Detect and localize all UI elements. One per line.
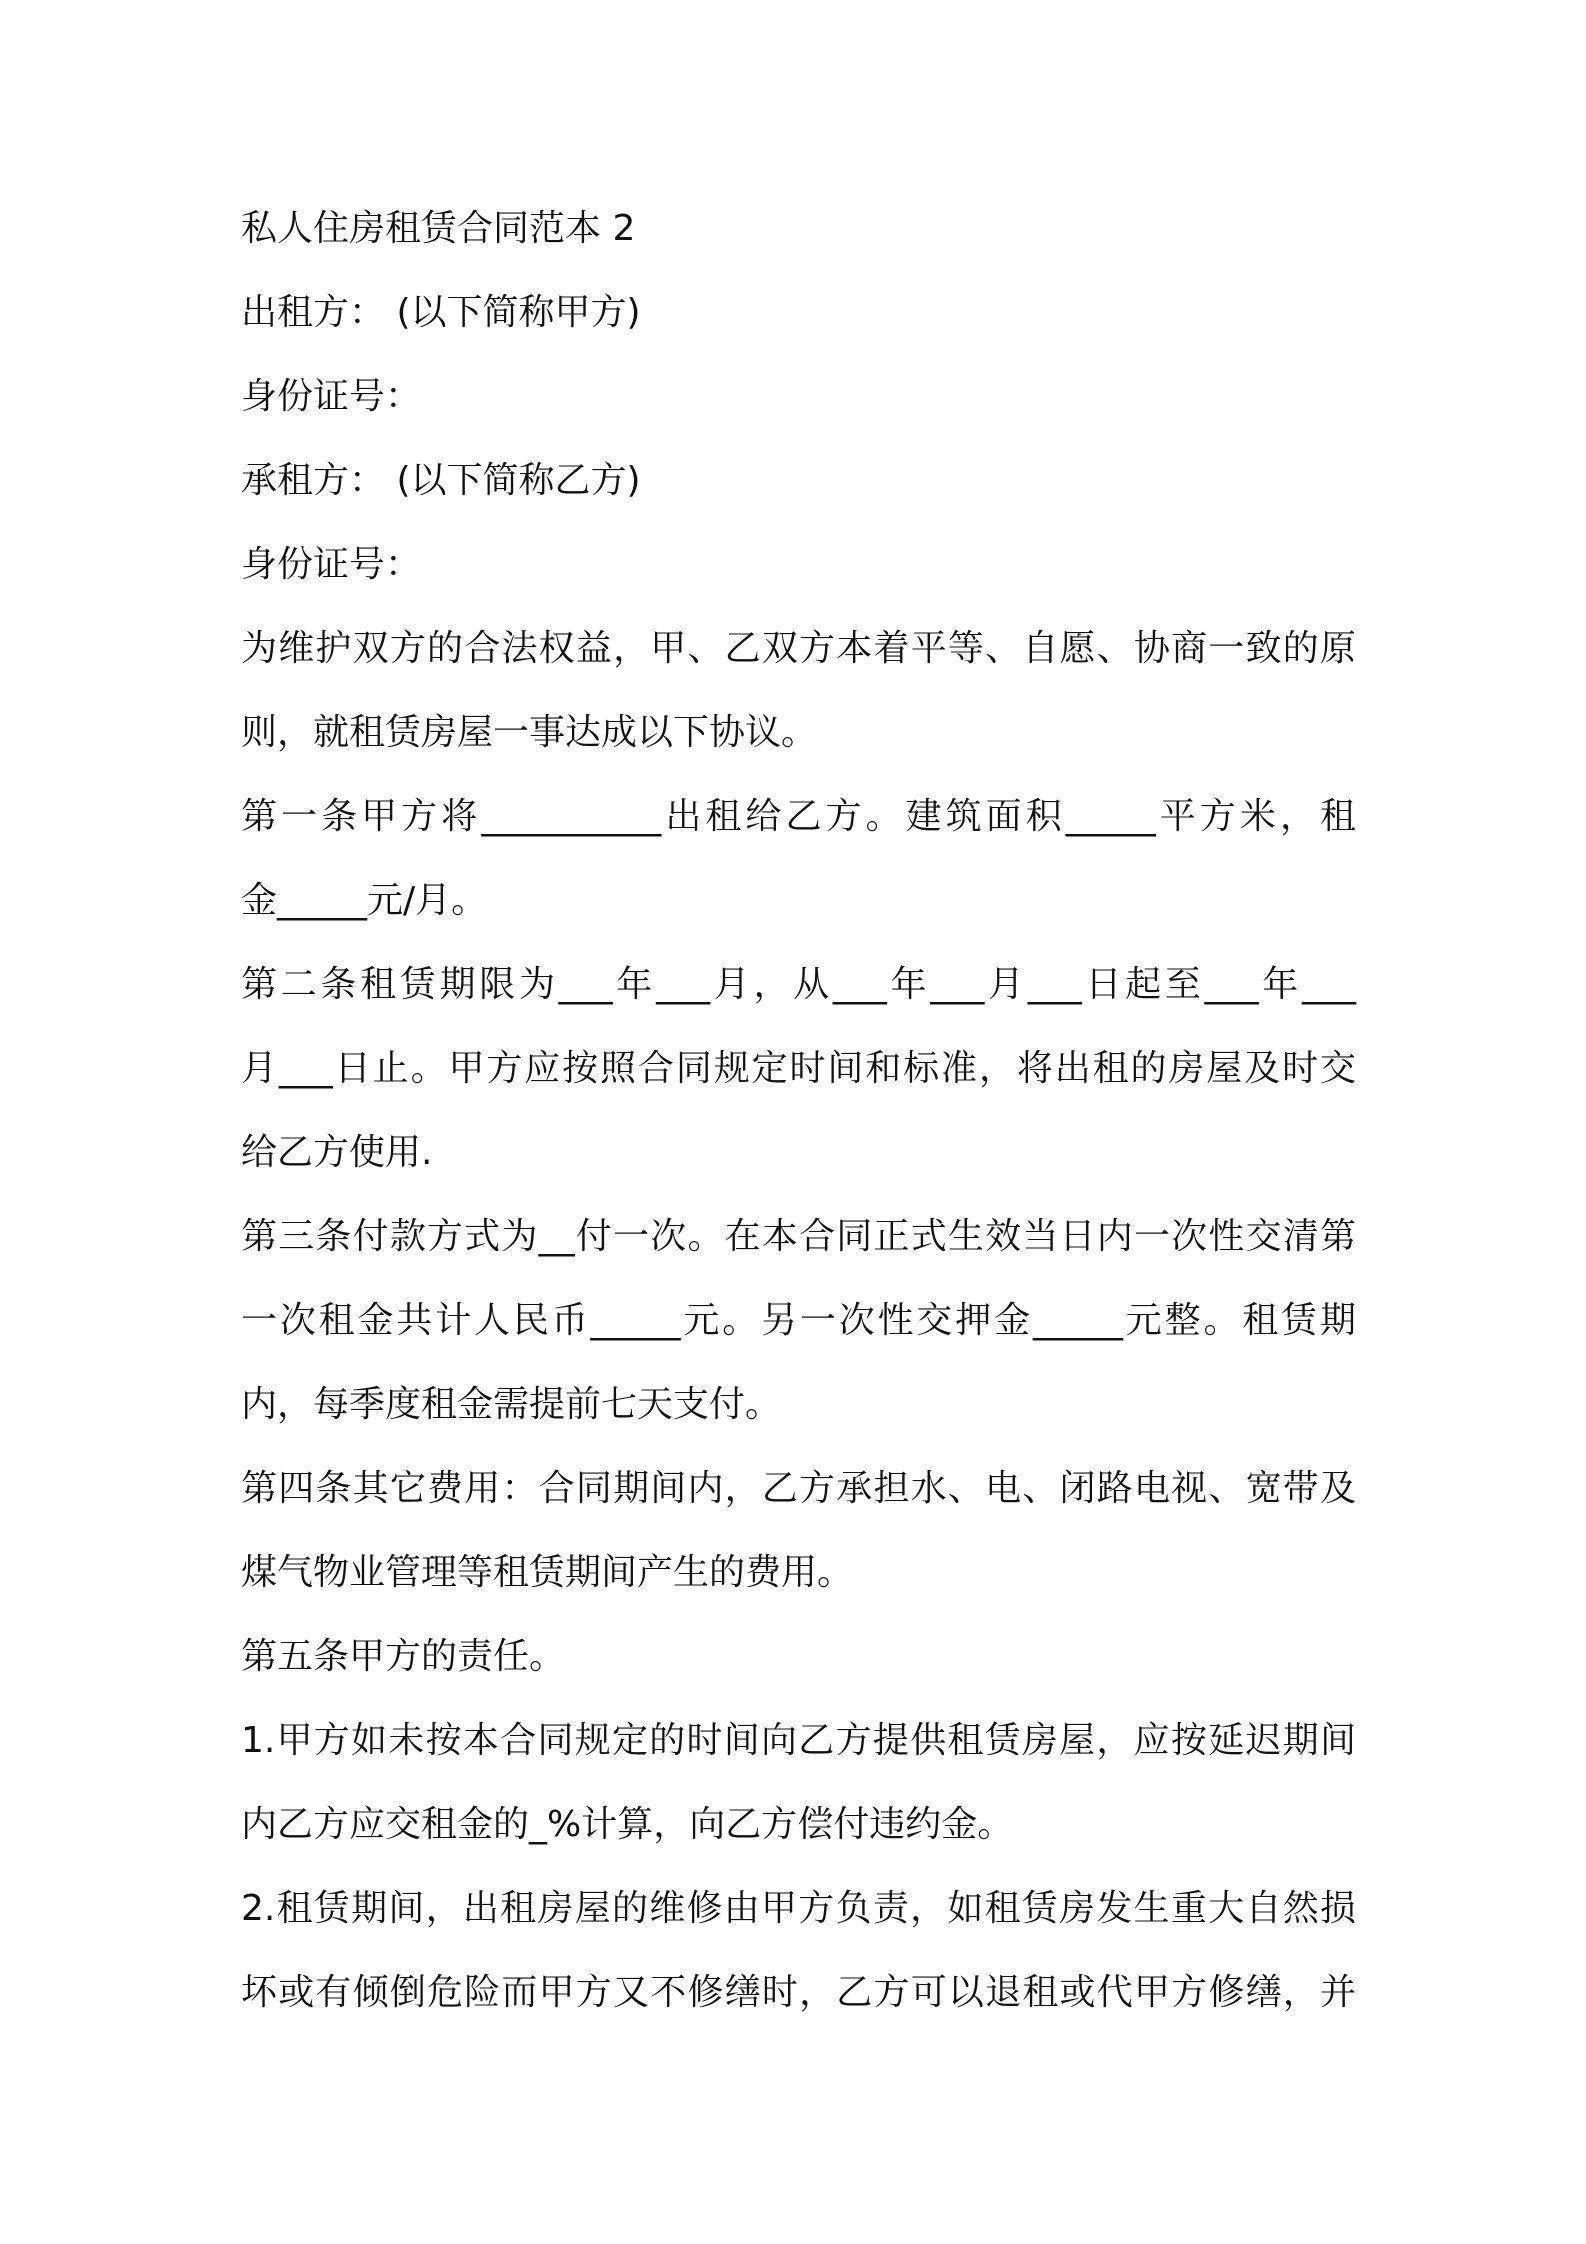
lessor-line: 出租方： (以下简称甲方) (241, 292, 641, 333)
article-3-line-2: 一次租金共计人民币_____元。另一次性交押金_____元整。租赁期 (241, 1300, 1356, 1341)
article-2-line-3: 给乙方使用. (241, 1132, 433, 1173)
article-2-line-1: 第二条租赁期限为___年___月，从___年___月___日起至___年___ (241, 964, 1356, 1005)
clause-2-line-1: 2.租赁期间，出租房屋的维修由甲方负责，如租赁房发生重大自然损 (241, 1888, 1356, 1929)
article-5-heading: 第五条甲方的责任。 (241, 1636, 566, 1677)
article-3-line-1: 第三条付款方式为__付一次。在本合同正式生效当日内一次性交清第 (241, 1216, 1356, 1257)
lessor-id-line: 身份证号： (241, 376, 422, 417)
clause-1-line-2: 内乙方应交租金的_%计算，向乙方偿付违约金。 (241, 1804, 1014, 1845)
article-2-line-2: 月___日止。甲方应按照合同规定时间和标准，将出租的房屋及时交 (241, 1048, 1356, 1089)
article-3-line-3: 内，每季度租金需提前七天支付。 (241, 1384, 782, 1425)
preamble-line-2: 则，就租赁房屋一事达成以下协议。 (241, 712, 818, 753)
clause-2-line-2: 坏或有倾倒危险而甲方又不修缮时，乙方可以退租或代甲方修缮，并 (241, 1972, 1356, 2013)
lessee-line: 承租方： (以下简称乙方) (241, 460, 641, 501)
clause-1-line-1: 1.甲方如未按本合同规定的时间向乙方提供租赁房屋，应按延迟期间 (241, 1720, 1356, 1761)
article-1-line-2: 金_____元/月。 (241, 880, 488, 921)
document-title: 私人住房租赁合同范本 2 (241, 208, 636, 249)
preamble-line-1: 为维护双方的合法权益，甲、乙双方本着平等、自愿、协商一致的原 (241, 628, 1356, 669)
article-1-line-1: 第一条甲方将__________出租给乙方。建筑面积_____平方米，租 (241, 796, 1356, 837)
lessee-id-line: 身份证号： (241, 544, 422, 585)
article-4-line-2: 煤气物业管理等租赁期间产生的费用。 (241, 1552, 854, 1593)
article-4-line-1: 第四条其它费用：合同期间内，乙方承担水、电、闭路电视、宽带及 (241, 1468, 1356, 1509)
